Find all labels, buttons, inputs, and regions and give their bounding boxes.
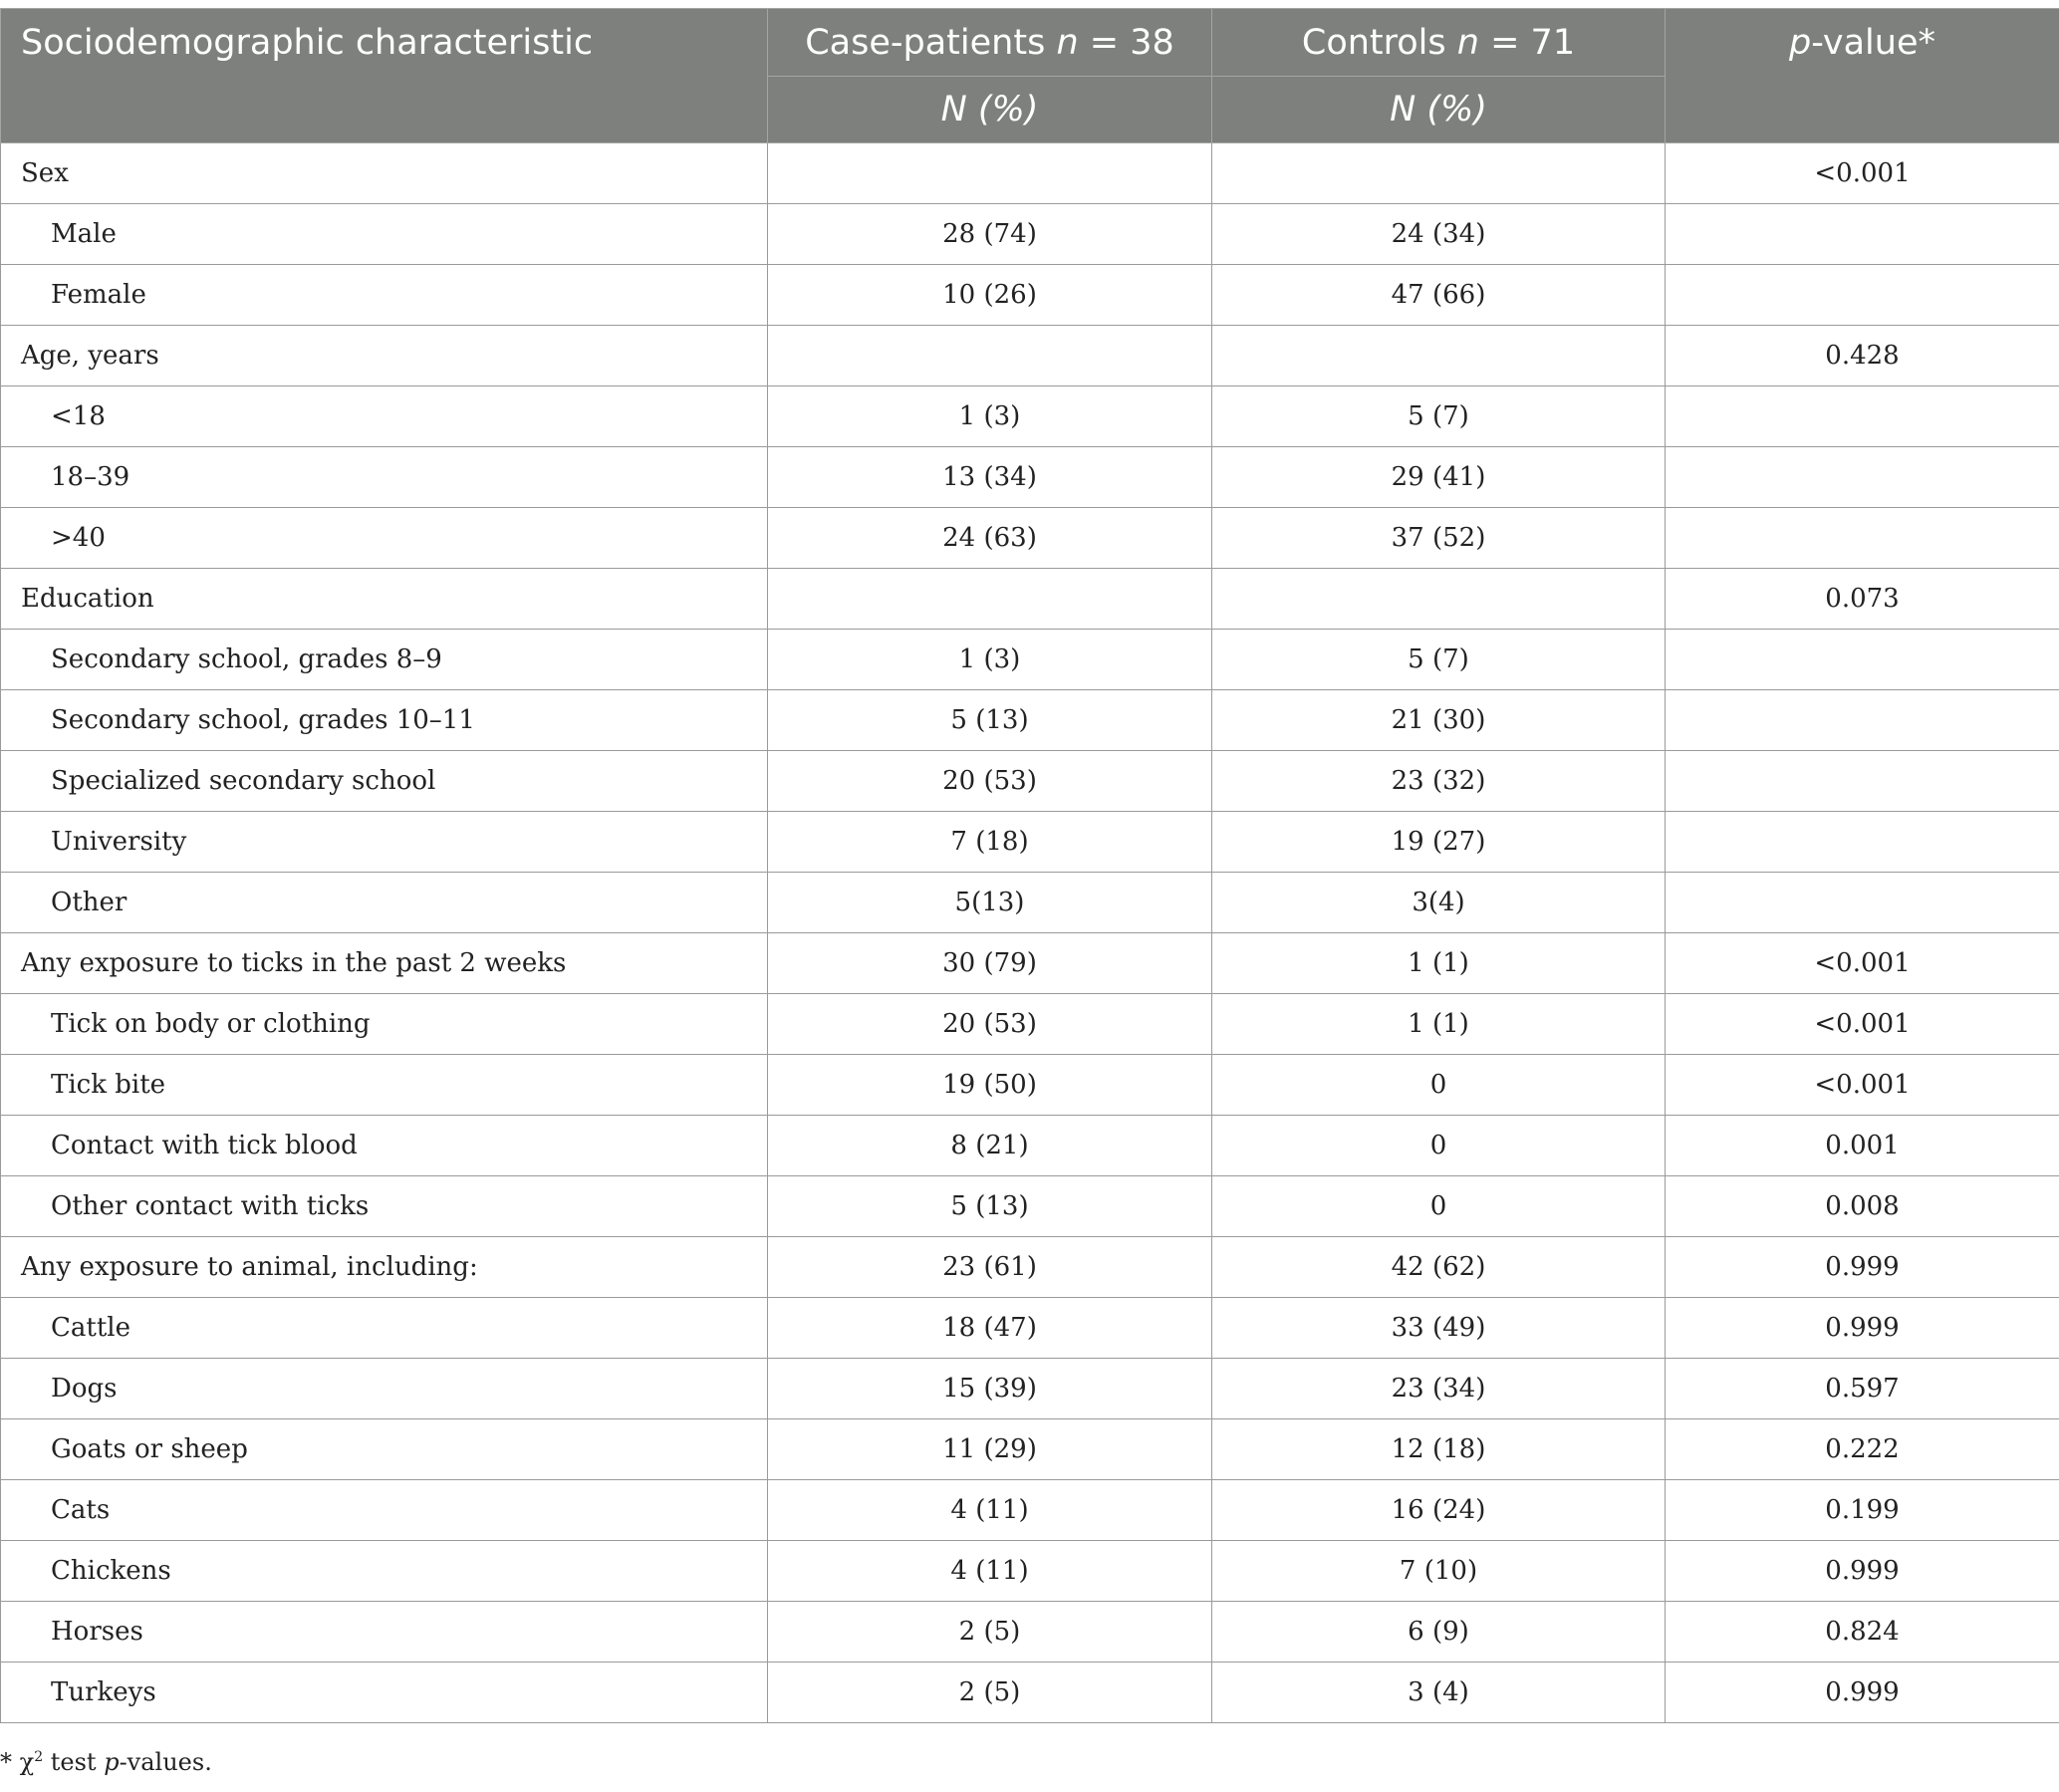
- p-value: 0.428: [1666, 326, 2059, 386]
- row-label: Turkeys: [1, 1663, 768, 1723]
- p-value: [1666, 690, 2059, 751]
- controls-value: 12 (18): [1212, 1419, 1666, 1480]
- p-value: [1666, 386, 2059, 447]
- p-value: [1666, 447, 2059, 508]
- case-patients-value: 2 (5): [768, 1663, 1212, 1723]
- case-patients-value: 20 (53): [768, 994, 1212, 1055]
- case-patients-value: 5 (13): [768, 1176, 1212, 1237]
- p-value: 0.999: [1666, 1541, 2059, 1602]
- p-value: 0.824: [1666, 1602, 2059, 1663]
- row-label: Contact with tick blood: [1, 1116, 768, 1176]
- case-patients-value: 5 (13): [768, 690, 1212, 751]
- table-row: [1, 1298, 2059, 1359]
- case-patients-value: 5(13): [768, 873, 1212, 933]
- controls-value: 33 (49): [1212, 1298, 1666, 1359]
- controls-value: 29 (41): [1212, 447, 1666, 508]
- table-row: [1, 508, 2059, 569]
- controls-value: 5 (7): [1212, 630, 1666, 690]
- case-patients-value: 2 (5): [768, 1602, 1212, 1663]
- row-label: University: [1, 812, 768, 873]
- row-label: Tick on body or clothing: [1, 994, 768, 1055]
- p-value: [1666, 812, 2059, 873]
- case-patients-value: 20 (53): [768, 751, 1212, 812]
- table-row: [1, 751, 2059, 812]
- sociodemographic-table: [0, 8, 2059, 1723]
- table-row: [1, 569, 2059, 630]
- p-value: 0.001: [1666, 1116, 2059, 1176]
- row-label: Goats or sheep: [1, 1419, 768, 1480]
- row-label: Other: [1, 873, 768, 933]
- case-patients-value: [768, 143, 1212, 204]
- controls-value: 5 (7): [1212, 386, 1666, 447]
- case-patients-value: 10 (26): [768, 265, 1212, 326]
- table-header: [1, 9, 2059, 143]
- case-patients-value: 4 (11): [768, 1541, 1212, 1602]
- row-label: Any exposure to animal, including:: [1, 1237, 768, 1298]
- data-table-container: [0, 8, 2059, 1723]
- controls-value: 3(4): [1212, 873, 1666, 933]
- subheader-control-n-percent: N (%): [1212, 77, 1666, 143]
- p-value: 0.999: [1666, 1298, 2059, 1359]
- row-label: Cats: [1, 1480, 768, 1541]
- controls-value: [1212, 326, 1666, 386]
- controls-value: 24 (34): [1212, 204, 1666, 265]
- row-label: Age, years: [1, 326, 768, 386]
- controls-value: [1212, 569, 1666, 630]
- case-patients-value: 8 (21): [768, 1116, 1212, 1176]
- case-patients-value: 11 (29): [768, 1419, 1212, 1480]
- controls-value: 23 (32): [1212, 751, 1666, 812]
- table-row: [1, 690, 2059, 751]
- row-label: 18–39: [1, 447, 768, 508]
- controls-value: 21 (30): [1212, 690, 1666, 751]
- header-case-patients: Case-patients n = 38: [768, 9, 1212, 77]
- row-label: Specialized secondary school: [1, 751, 768, 812]
- row-label: Dogs: [1, 1359, 768, 1419]
- row-label: Cattle: [1, 1298, 768, 1359]
- row-label: Any exposure to ticks in the past 2 weeks: [1, 933, 768, 994]
- table-footnote: * $\chi^2$ test p-values.: [0, 1748, 212, 1776]
- table-row: [1, 1116, 2059, 1176]
- case-patients-value: [768, 326, 1212, 386]
- controls-value: 0: [1212, 1116, 1666, 1176]
- table-row: [1, 1176, 2059, 1237]
- case-patients-value: 13 (34): [768, 447, 1212, 508]
- row-label: Male: [1, 204, 768, 265]
- case-patients-value: 1 (3): [768, 386, 1212, 447]
- case-patients-value: 1 (3): [768, 630, 1212, 690]
- table-row: [1, 873, 2059, 933]
- p-value: 0.008: [1666, 1176, 2059, 1237]
- row-label: >40: [1, 508, 768, 569]
- row-label: <18: [1, 386, 768, 447]
- controls-value: 0: [1212, 1055, 1666, 1116]
- p-value: 0.073: [1666, 569, 2059, 630]
- table-row: [1, 1480, 2059, 1541]
- table-row: [1, 994, 2059, 1055]
- row-label: Tick bite: [1, 1055, 768, 1116]
- row-label: Female: [1, 265, 768, 326]
- case-patients-value: 28 (74): [768, 204, 1212, 265]
- case-patients-value: 7 (18): [768, 812, 1212, 873]
- table-row: [1, 447, 2059, 508]
- p-value: 0.199: [1666, 1480, 2059, 1541]
- controls-value: [1212, 143, 1666, 204]
- p-value: [1666, 630, 2059, 690]
- header-characteristic: Sociodemographic characteristic: [1, 9, 768, 143]
- case-patients-value: 4 (11): [768, 1480, 1212, 1541]
- table-row: [1, 1541, 2059, 1602]
- table-row: [1, 386, 2059, 447]
- case-patients-value: 18 (47): [768, 1298, 1212, 1359]
- case-patients-value: 15 (39): [768, 1359, 1212, 1419]
- p-value: 0.999: [1666, 1237, 2059, 1298]
- table-row: [1, 812, 2059, 873]
- row-label: Other contact with ticks: [1, 1176, 768, 1237]
- controls-value: 1 (1): [1212, 933, 1666, 994]
- controls-value: 1 (1): [1212, 994, 1666, 1055]
- header-row: [1, 9, 2059, 77]
- controls-value: 47 (66): [1212, 265, 1666, 326]
- row-label: Secondary school, grades 10–11: [1, 690, 768, 751]
- table-row: [1, 1663, 2059, 1723]
- header-p-value: p-value*: [1666, 9, 2059, 143]
- subheader-case-n-percent: N (%): [768, 77, 1212, 143]
- table-row: [1, 143, 2059, 204]
- row-label: Secondary school, grades 8–9: [1, 630, 768, 690]
- row-label: Sex: [1, 143, 768, 204]
- controls-value: 19 (27): [1212, 812, 1666, 873]
- table-row: [1, 1359, 2059, 1419]
- case-patients-value: 24 (63): [768, 508, 1212, 569]
- controls-value: 3 (4): [1212, 1663, 1666, 1723]
- table-row: [1, 265, 2059, 326]
- p-value: [1666, 751, 2059, 812]
- row-label: Horses: [1, 1602, 768, 1663]
- p-value: [1666, 508, 2059, 569]
- case-patients-value: 19 (50): [768, 1055, 1212, 1116]
- controls-value: 23 (34): [1212, 1359, 1666, 1419]
- table-row: [1, 326, 2059, 386]
- case-patients-value: [768, 569, 1212, 630]
- p-value: <0.001: [1666, 994, 2059, 1055]
- controls-value: 7 (10): [1212, 1541, 1666, 1602]
- p-value: 0.222: [1666, 1419, 2059, 1480]
- case-patients-value: 23 (61): [768, 1237, 1212, 1298]
- table-row: [1, 630, 2059, 690]
- table-row: [1, 933, 2059, 994]
- p-value: 0.999: [1666, 1663, 2059, 1723]
- table-row: [1, 1055, 2059, 1116]
- p-value: [1666, 204, 2059, 265]
- controls-value: 6 (9): [1212, 1602, 1666, 1663]
- table-row: [1, 1237, 2059, 1298]
- row-label: Chickens: [1, 1541, 768, 1602]
- table-row: [1, 1419, 2059, 1480]
- p-value: [1666, 873, 2059, 933]
- p-value: [1666, 265, 2059, 326]
- controls-value: 16 (24): [1212, 1480, 1666, 1541]
- controls-value: 0: [1212, 1176, 1666, 1237]
- table-row: [1, 1602, 2059, 1663]
- p-value: <0.001: [1666, 143, 2059, 204]
- table-body: [1, 143, 2059, 1723]
- row-label: Education: [1, 569, 768, 630]
- table-row: [1, 204, 2059, 265]
- header-controls: Controls n = 71: [1212, 9, 1666, 77]
- controls-value: 37 (52): [1212, 508, 1666, 569]
- p-value: <0.001: [1666, 1055, 2059, 1116]
- case-patients-value: 30 (79): [768, 933, 1212, 994]
- controls-value: 42 (62): [1212, 1237, 1666, 1298]
- p-value: <0.001: [1666, 933, 2059, 994]
- p-value: 0.597: [1666, 1359, 2059, 1419]
